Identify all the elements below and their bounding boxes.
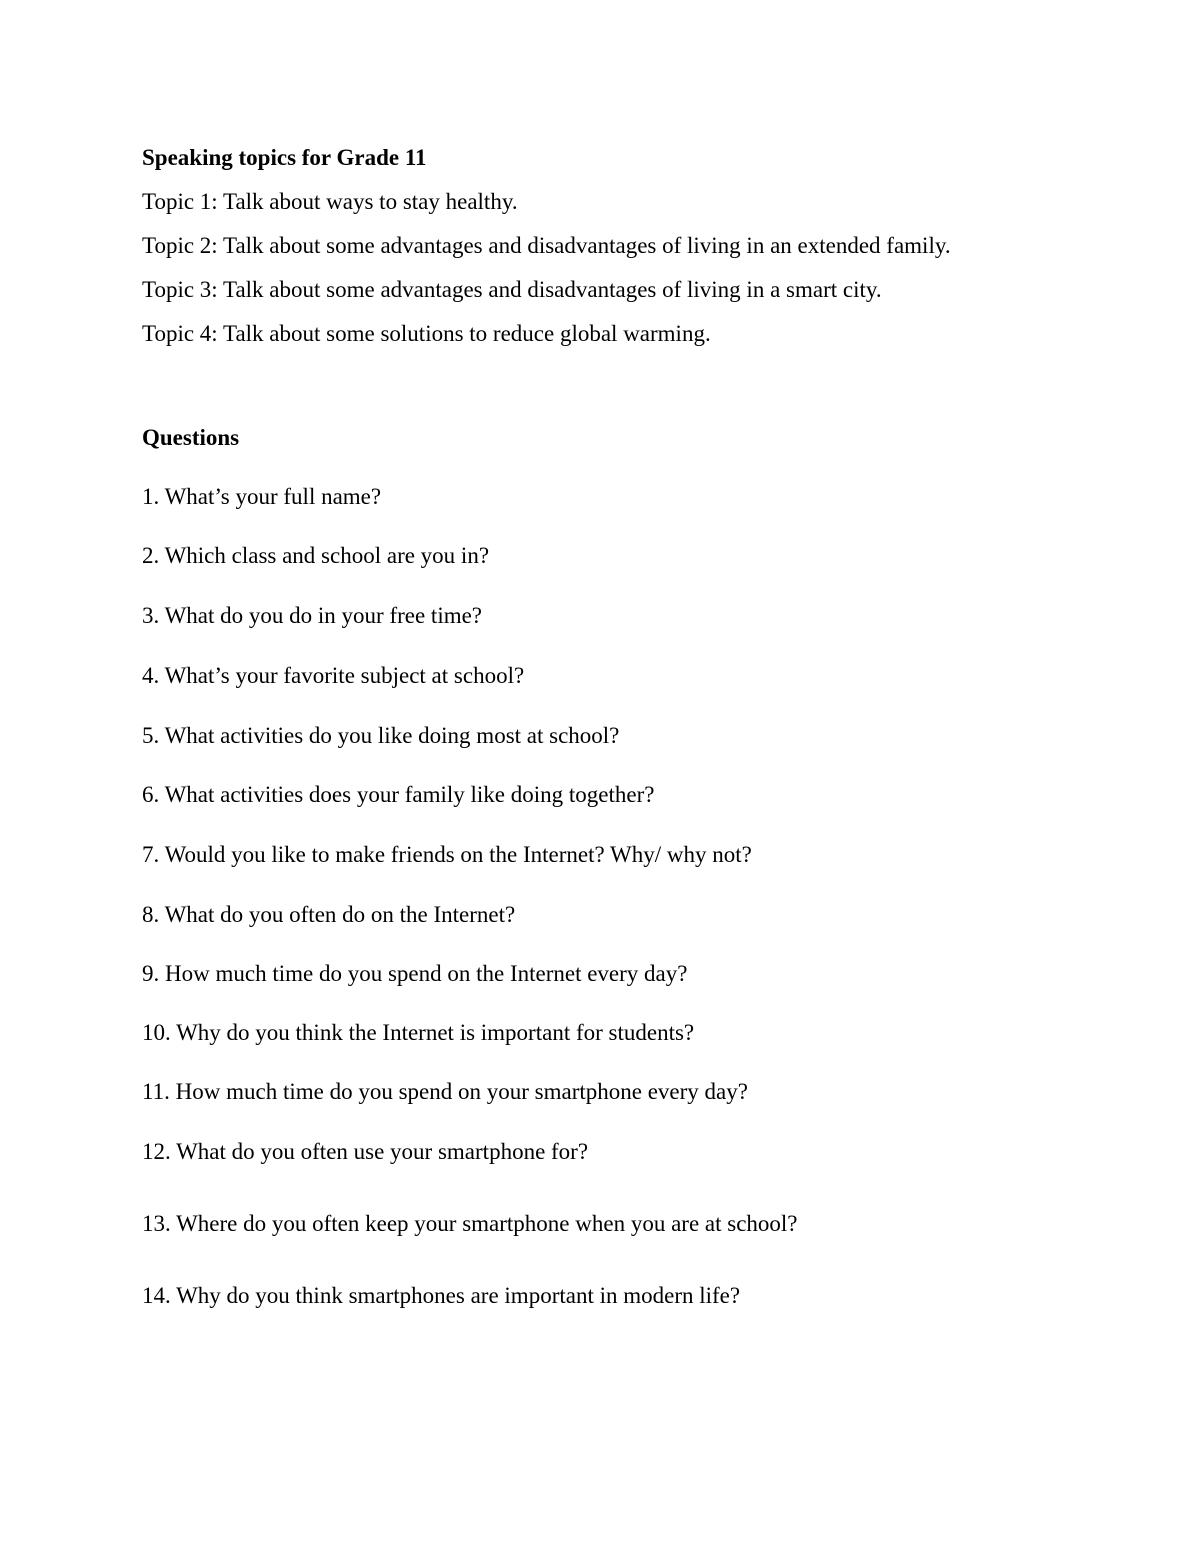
question-item: 1. What’s your full name? [142, 484, 382, 509]
topic-item: Topic 1: Talk about ways to stay healthy. [142, 189, 518, 214]
topic-item: Topic 2: Talk about some advantages and disadvantages of living in an extended family. [142, 233, 951, 258]
question-item: 11. How much time do you spend on your smartphone every day? [142, 1079, 748, 1104]
document-title: Speaking topics for Grade 11 [142, 145, 427, 170]
question-item: 8. What do you often do on the Internet? [142, 902, 516, 927]
question-item: 14. Why do you think smartphones are important in modern life? [142, 1283, 741, 1308]
topic-item: Topic 4: Talk about some solutions to reduce global warming. [142, 321, 711, 346]
question-item: 6. What activities does your family like doing together? [142, 782, 655, 807]
question-item: 2. Which class and school are you in? [142, 543, 490, 568]
question-item: 5. What activities do you like doing most at school? [142, 723, 620, 748]
question-item: 4. What’s your favorite subject at school? [142, 663, 525, 688]
question-item: 3. What do you do in your free time? [142, 603, 483, 628]
topic-item: Topic 3: Talk about some advantages and disadvantages of living in a smart city. [142, 277, 882, 302]
question-item: 12. What do you often use your smartphone for? [142, 1139, 589, 1164]
question-item: 7. Would you like to make friends on the Internet? Why/ why not? [142, 842, 752, 867]
question-item: 9. How much time do you spend on the Internet every day? [142, 961, 688, 986]
question-item: 10. Why do you think the Internet is important for students? [142, 1020, 695, 1045]
question-item: 13. Where do you often keep your smartphone when you are at school? [142, 1211, 798, 1236]
questions-heading: Questions [142, 425, 240, 450]
